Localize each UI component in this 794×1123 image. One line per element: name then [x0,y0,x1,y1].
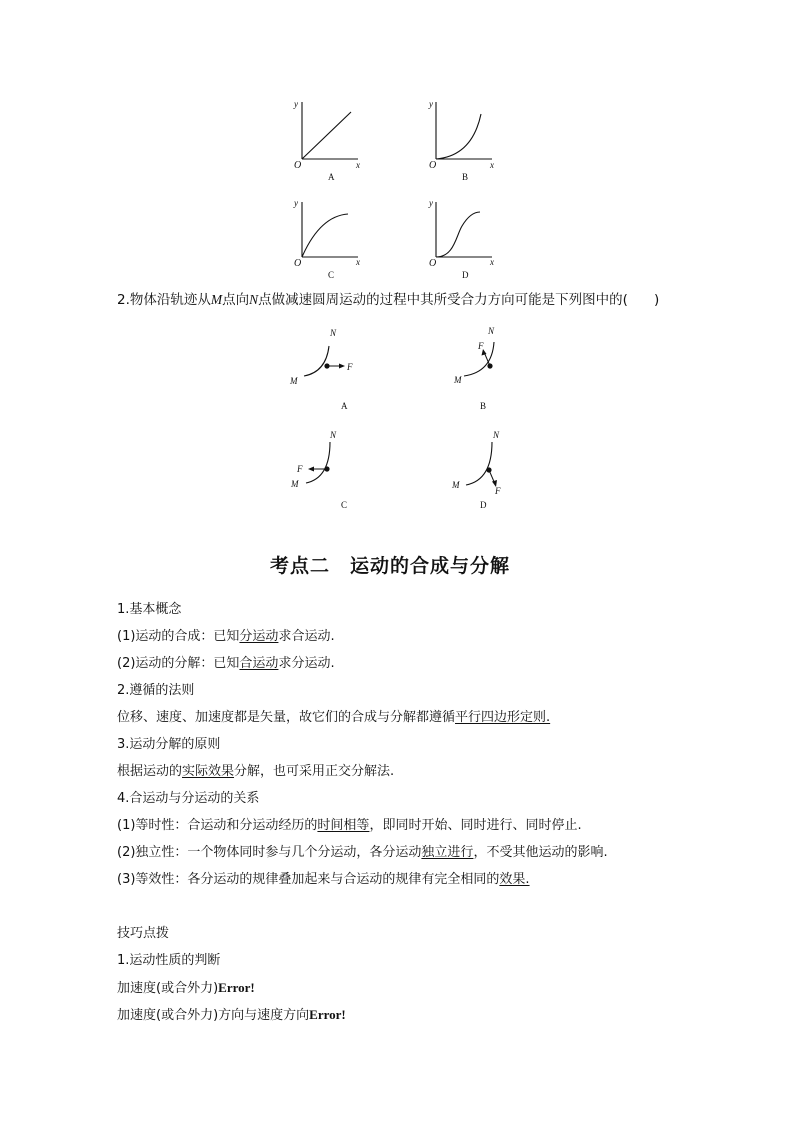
text: (1)运动的合成：已知 [117,629,240,644]
f-label: F [297,464,303,474]
section-title: 考点二 运动的合成与分解 [270,555,511,577]
text: ，即同时开始、同时进行、同时停止. [369,818,582,833]
underlined-term: 实际效果 [182,764,235,779]
m-label: M [454,375,462,385]
graph-a [288,96,368,186]
text: 分解，也可采用正交分解法. [234,764,395,779]
text: 根据运动的 [117,764,183,779]
underlined-term: 分运动 [239,629,279,644]
text: 求分运动. [278,656,335,671]
graph-b [424,96,504,186]
n-label: N [330,328,337,338]
x-axis-label: x [490,257,494,267]
line-decomposition [117,656,335,672]
point-n: N [249,292,259,307]
point-m: M [210,292,223,307]
f-label: F [347,362,353,372]
heading-basic-concepts: 1.基本概念 [117,602,182,617]
curve [436,212,480,257]
origin-label: O [294,160,302,171]
m-label: M [291,479,299,489]
question-text-pre: 物体沿轨迹从 [129,292,211,308]
graph-label: C [328,270,335,280]
heading-principle: 3.运动分解的原则 [117,737,221,752]
line-vectors [117,710,550,726]
n-label: N [493,430,500,440]
line-principle [117,764,394,780]
text: (1)等时性：合运动和分运动经历的 [117,818,318,833]
question-text-post: 点做减速圆周运动的过程中其所受合力方向可能是下列图中的( [258,292,628,308]
y-axis-label: y [294,99,298,109]
m-label: M [452,480,460,490]
error-text: Error! [309,1007,346,1022]
underlined-term: 合运动 [239,656,279,671]
question-text-mid: 点向 [222,292,250,308]
line-independence [117,845,608,861]
trajectory-arc [304,346,329,376]
line-isochronism [117,818,582,834]
paren-close: ) [653,292,660,308]
f-label: F [478,341,484,351]
x-axis-label: x [356,160,360,170]
origin-label: O [294,258,302,269]
graph-c [288,194,368,284]
question-number: 2. [117,292,130,308]
underlined-term: 独立进行 [421,845,474,860]
heading-motion-nature: 1.运动性质的判断 [117,953,221,968]
text: 加速度(或合外力)方向与速度方向 [117,1008,310,1023]
underlined-term: 平行四边形定则. [455,710,551,725]
curve [302,112,351,159]
line-acceleration [117,980,255,997]
line-equivalence [117,872,530,888]
arc-diagram-d [446,426,536,516]
graph-d [424,194,504,284]
heading-relationship: 4.合运动与分运动的关系 [117,791,260,806]
question-2-text [117,292,659,308]
text: 加速度(或合外力) [117,981,219,996]
arrow-head [339,364,345,369]
underlined-term: 时间相等 [317,818,370,833]
y-axis-label: y [294,198,298,208]
text: (3)等效性：各分运动的规律叠加起来与合运动的规律有完全相同的 [117,872,500,887]
line-composition [117,629,335,645]
text: 位移、速度、加速度都是矢量，故它们的合成与分解都遵循 [117,710,456,725]
text: ，不受其他运动的影响. [473,845,608,860]
n-label: N [488,326,495,336]
m-label: M [290,376,298,386]
origin-label: O [429,160,437,171]
n-label: N [330,430,337,440]
arrow-head [308,467,314,472]
text: (2)运动的分解：已知 [117,656,240,671]
arc-diagram-c [286,426,376,516]
heading-rules: 2.遵循的法则 [117,683,195,698]
graph-label: A [328,172,335,182]
option-label: A [341,401,348,411]
trajectory-arc [466,442,492,485]
underlined-term: 效果. [499,872,530,887]
text: (2)独立性：一个物体同时参与几个分运动，各分运动 [117,845,422,860]
curve [302,214,348,257]
graph-label: B [462,172,469,182]
graph-label: D [462,270,469,280]
option-label: C [341,500,348,510]
option-label: D [480,500,487,510]
error-text: Error! [218,980,255,995]
origin-label: O [429,258,437,269]
trajectory-arc [306,442,330,483]
text: 求合运动. [278,629,335,644]
line-acceleration-direction [117,1007,346,1024]
option-label: B [480,401,487,411]
heading-tips: 技巧点拨 [117,926,170,941]
curve [436,114,481,159]
x-axis-label: x [490,160,494,170]
x-axis-label: x [356,257,360,267]
y-axis-label: y [429,198,433,208]
arc-diagram-a [286,322,376,417]
arc-diagram-b [446,322,536,417]
f-label: F [495,486,501,496]
y-axis-label: y [429,99,433,109]
